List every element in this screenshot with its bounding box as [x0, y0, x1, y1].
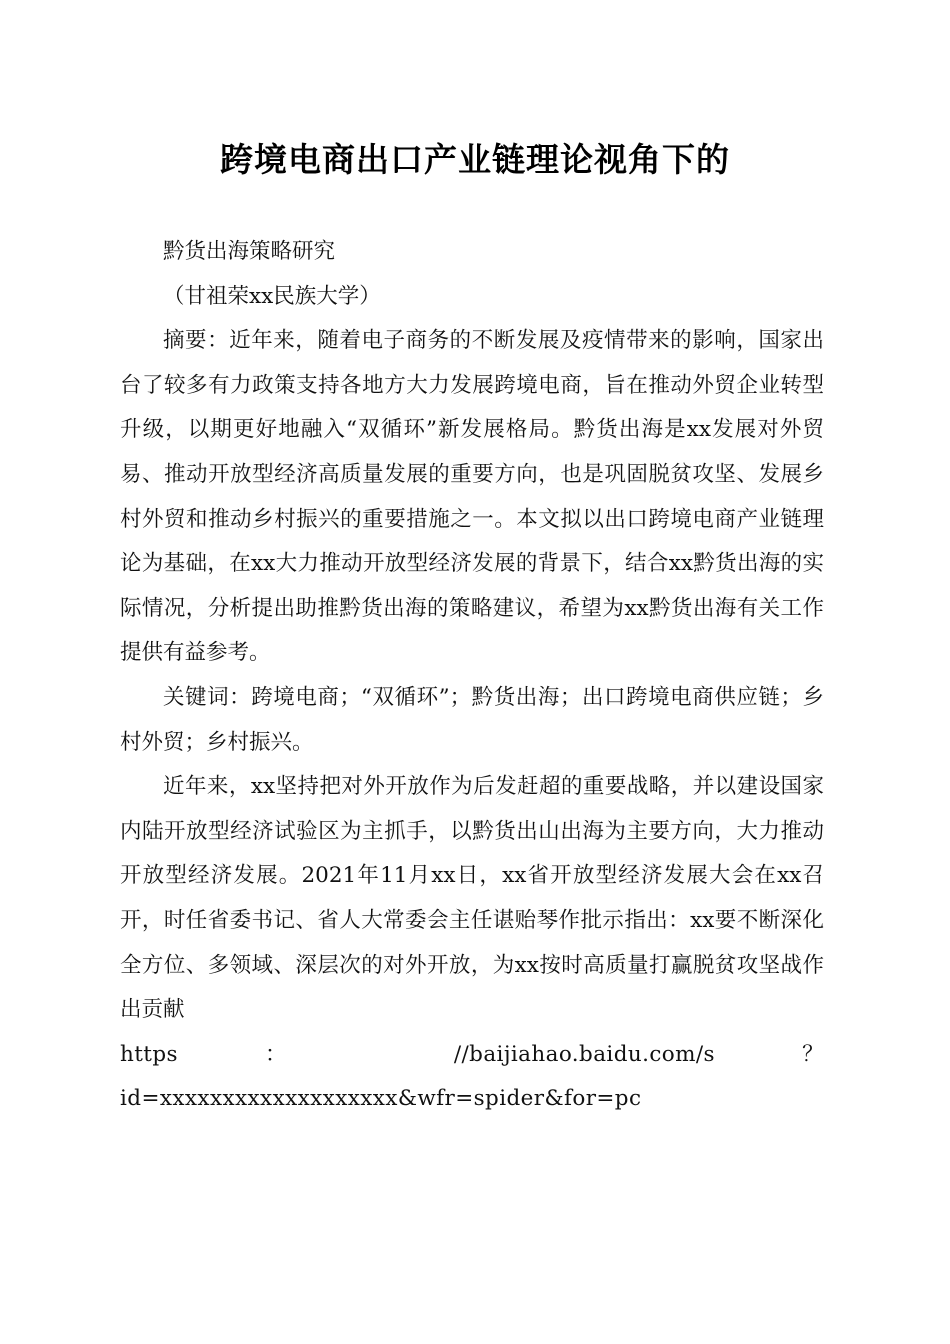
- abstract-paragraph: 摘要：近年来，随着电子商务的不断发展及疫情带来的影响，国家出台了较多有力政策支持各地方大力发展跨境电商，旨在推动外贸企业转型升级，以期更好地融入“双循环”新发展格局。黔货出海是xx发展对外贸易、推动开放型经济高质量发展的重要方向，也是巩固脱贫攻坚、发展乡村外贸和推动乡村振兴的重要措施之一。本文拟以出口跨境电商产业链理论为基础，在xx大力推动开放型经济发展的背景下，结合xx黔货出海的实际情况，分析提出助推黔货出海的策略建议，希望为xx黔货出海有关工作提供有益参考。: [120, 328, 824, 666]
- reference-url-line-2: id=xxxxxxxxxxxxxxxxxxx&wfr=spider&for=pc: [120, 1086, 642, 1112]
- keywords-paragraph: 关键词：跨境电商；“双循环”；黔货出海；出口跨境电商供应链；乡村外贸；乡村振兴。: [120, 684, 824, 755]
- author-affiliation: （甘祖荣xx民族大学）: [163, 283, 381, 309]
- body-paragraph: 近年来，xx坚持把对外开放作为后发赶超的重要战略，并以建设国家内陆开放型经济试验区为主抓手，以黔货出山出海为主要方向，大力推动开放型经济发展。2021年11月xx日，xx省开放型经济发展大会在xx召开，时任省委书记、省人大常委会主任谌贻琴作批示指出：xx要不断深化全方位、多领域、深层次的对外开放，为xx按时高质量打赢脱贫攻坚战作出贡献: [120, 774, 824, 1023]
- document-body: [120, 230, 824, 1122]
- document-title: 跨境电商出口产业链理论视角下的: [220, 140, 730, 179]
- document-subtitle: 黔货出海策略研究: [163, 239, 336, 264]
- reference-url-line-1: https ： //baijiahao.baidu.com/s ？: [120, 1041, 824, 1067]
